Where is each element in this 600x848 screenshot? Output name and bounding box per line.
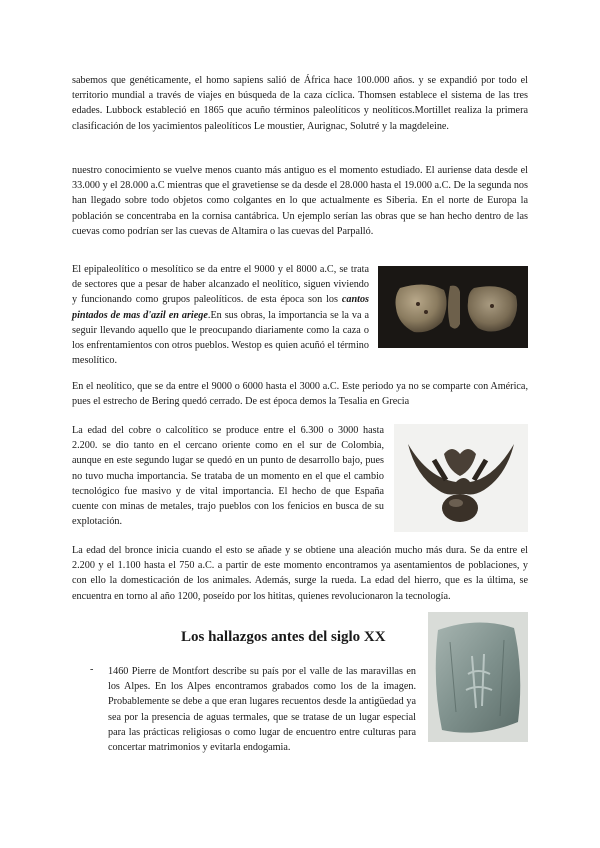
bullet-marker: - <box>90 664 94 675</box>
image-copper-artifact <box>394 424 528 532</box>
paragraph-calcolitico: La edad del cobre o calcolítico se produce entre el 6.300 o 3000 hasta 2.200. se dio tanto en el cercano oriente como en el sur de Colombia, aunque en este segundo lugar se quedó en un punto de desarrollo bajo, pues no tuvo mucha importancia. Se trataba de un momento en el que el cambio tecnológico fue masivo y de vital importancia. El hecho de que España cuente con minas de metales, trajo pueblos con los fenicios en busca de su explotación. <box>72 425 384 528</box>
paragraph-bronce: La edad del bronce inicia cuando el esto se añade y se obtiene una aleación mucho más dura. Se da entre el 2.200 y el 1.100 hasta el 750 a.C. a partir de este momento encontramos ya asentamientos de poblaciones, y con ello la domesticación de los animales. Además, surge la rueda. La edad del hierro, que es la última, se encuentra en torno al año 1200, poseído por los hititas, quienes revolucionaron la tecnología. <box>72 545 528 602</box>
paragraph-homo-sapiens: sabemos que genéticamente, el homo sapiens salió de África hace 100.000 años. y se expandió por todo el territorio mundial a través de viajes en búsqueda de la caza cíclica. Thomsen establece el sistema de las tres edades. Lubbock estableció en 1865 que acuño términos paleolíticos y neolíticos.Mortillet realiza la primera clasificación de los yacimientos paleolíticos Le moustier, Aurignac, Solutré y la magdeleine. <box>72 75 528 132</box>
paragraph-epipaleolitico-end: .En sus obras, la importancia se la va a seguir llevando aquello que le preocupando diariamente como la caza o los enfrentamientos con otros pueblos. Westop es quien acuñó el término mesolítico. <box>72 309 369 367</box>
bullet-montfort: 1460 Pierre de Montfort describe su país por el valle de las maravillas en los Alpes. En los Alpes encontramos grabados como los de la imagen. Probablemente se debe a que eran lugares recuentos desde la antigüedad ya sea por la presencia de aguas termales, que se tratase de un lugar especial para las prácticas religiosas o como lugar de encuentro entre culturas para concertar matrimonios y evitarla endogamia. <box>108 666 416 754</box>
paragraph-epipaleolitico-start: El epipaleolítico o mesolítico se da entre el 9000 y el 8000 a.C, se trata de sectores que a pesar de haber alcanzado el neolítico, siguen viviendo y funcionando como grupos paleolíticos. de esta época son los <box>72 264 369 306</box>
bold-cantos-pintados: cantos pintados de mas d'azil en ariege <box>72 294 369 321</box>
image-painted-pebbles <box>378 266 528 348</box>
paragraph-auriense: nuestro conocimiento se vuelve menos cuanto más antiguo es el momento estudiado. El auriense data desde el 33.000 y el 28.000 a.C mientras que el gravetiense se da desde el 28.000 hasta el 19.000 a.C. De la segunda nos han llegado sobre todo objetos como colgantes en lo que actualmente es Siberia. En el norte de Europa la población se concentraba en la cornisa cantábrica. Un ejemplo serían las obras que se han hecho dentro de las cuevas como podrían ser las cuevas de Altamira o las cuevas del Parpalló. <box>72 165 528 237</box>
image-rock-engraving <box>428 612 528 742</box>
paragraph-neolitico: En el neolítico, que se da entre el 9000 o 6000 hasta el 3000 a.C. Este periodo ya no se comparte con América, pues el estrecho de Bering quedó cerrado. De est época demos la Tesalia en Grecia <box>72 381 528 408</box>
section-heading: Los hallazgos antes del siglo XX <box>181 629 386 645</box>
paragraph-epipaleolitico <box>72 262 369 368</box>
